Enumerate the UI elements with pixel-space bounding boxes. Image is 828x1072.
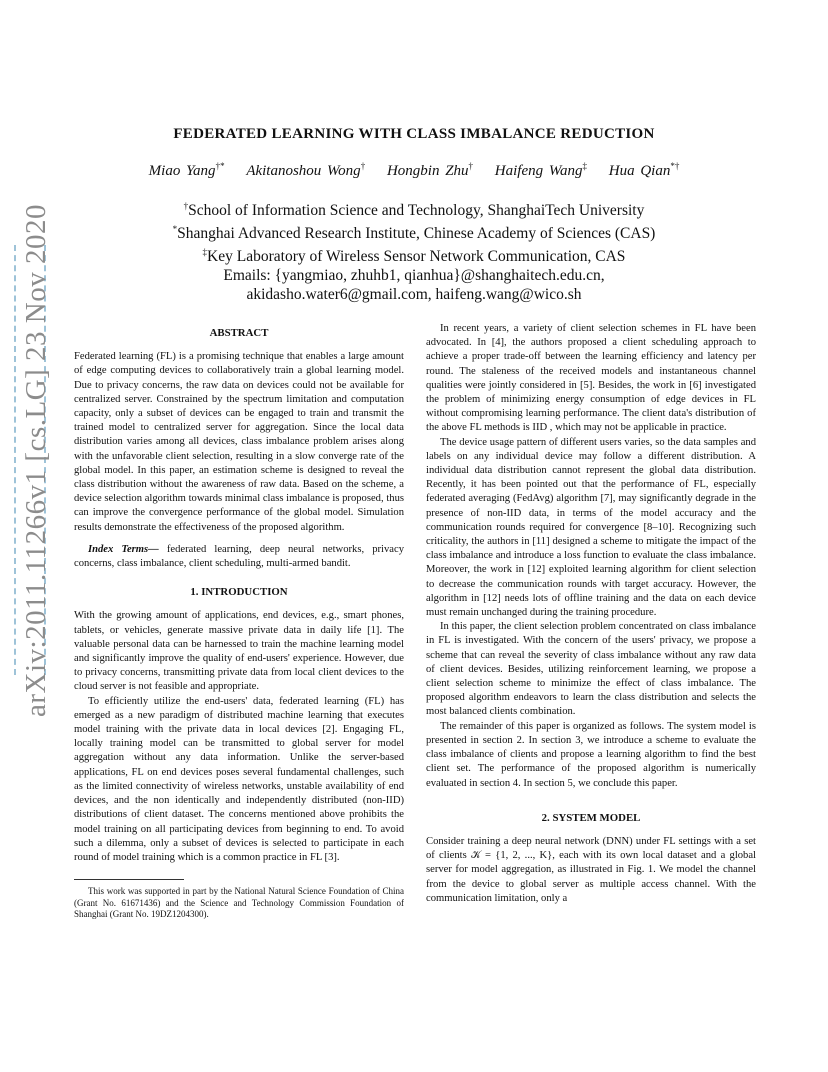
section-heading-introduction: 1. INTRODUCTION (190, 586, 288, 599)
author: Akitanoshou Wong† (246, 161, 366, 179)
index-terms: Index Terms— federated learning, deep neural networks, privacy concerns, class imbalance, client scheduling, multi-armed bandit. (74, 543, 404, 570)
emails-line: akidasho.water6@gmail.com, haifeng.wang@wico.sh (246, 286, 582, 304)
author: Miao Yang†* (148, 161, 225, 179)
intro-paragraph: To efficiently utilize the end-users' data, federated learning (FL) has emerged as a new paradigm of distributed machine learning that executes model training with the private data in local devices [2]. Engaging FL, locally training model can be transmitted to global server for model aggregation without any data information. Unlike the server-based applications, FL on end devices poses several fundamental challenges, such as the limited connectivity of wireless networks, unstable availability of end devices, and the non identically and independently distributed (non-IID) distributions of client dataset. The concerns mentioned above prohibits the model training on all participating devices from beginning to end. To avoid such a dilemma, only a subset of devices is selected to participate in each round of model training which is a common practice in FL [3]. (74, 695, 404, 863)
right-column (426, 322, 756, 906)
intro-paragraph: The device usage pattern of different users varies, so the data samples and labels on any individual device may follow a different distribution. A individual data distribution cannot represent the global data distribution. Recently, it has been pointed out that the performance of FL, especially federated averaging (FedAvg) algorithm [7], may significantly degrade in the presence of non-IID data, in terms of the model accuracy and the communication rounds required for convergence [8–10]. Recognizing such criticality, the authors in [11] designed a scheme to mitigate the impact of the class imbalance and introduce a loss function to evaluate the class imbalance. Moreover, the work in [12] exploited learning algorithm for client selection to decrease the communication rounds with target accuracy. However, the algorithm in [12] needs lots of offline training and the data on each device must remain unchanged during the training procedure. (426, 436, 756, 619)
paper-title: FEDERATED LEARNING WITH CLASS IMBALANCE REDUCTION (173, 126, 655, 142)
arxiv-stamp[interactable] (16, 203, 56, 717)
footnote-divider (74, 879, 184, 880)
left-column (74, 322, 404, 921)
section-heading-system-model: 2. SYSTEM MODEL (541, 811, 641, 824)
arxiv-stamp-text[interactable]: arXiv:2011.11266v1 [cs.LG] 23 Nov 2020 (19, 203, 52, 717)
intro-paragraph: In recent years, a variety of client selection schemes in FL have been advocated. In [4], the authors proposed a client scheduling approach to achieve a proper trade-off between the learning efficiency and latency per round. The staleness of the received models and instantaneous channel qualities were jointly considered in [5]. Besides, the work in [6] investigated the problem of minimizing energy consumption of edge devices in FL without compromising learning performance. The client data's distribution of the above FL methods is IID , which may not be applicable in practice. (426, 323, 756, 434)
system-model-paragraph: Consider training a deep neural network (DNN) under FL settings with a set of clients 𝒦 = {1, 2, ..., K}, each with its own local dataset and a global server for model aggregation, as illustrated in Fig. 1. We model the channel from the device to global server as multiple access channel. With the communication limitation, only a (426, 835, 756, 904)
author: Hongbin Zhu† (386, 161, 474, 179)
affiliations (0, 197, 828, 304)
intro-paragraph: In this paper, the client selection problem concentrated on class imbalance in FL is investigated. With the concern of the users' privacy, we propose a scheme that can reveal the severity of class imbalance without any raw data of client devices. Besides, utilizing reinforcement learning, we propose a client selection scheme to minimize the effect of class imbalance. The proposed algorithm endeavors to learn the class distribution and selects the most balanced clients combination. (426, 621, 756, 718)
intro-paragraph: With the growing amount of applications, end devices, e.g., smart phones, tablets, or vehicles, generate massive private data in daily life [1]. The valuable personal data can be harnessed to train the machine learning model and significantly improve the quality of end-users' experience. However, due to privacy concerns, transmitting private data from local client devices to the cloud server is not feasible and appropriate. (74, 610, 404, 693)
abstract-text: Federated learning (FL) is a promising technique that enables a large amount of edge computing devices to collaboratively train a global learning model. Due to privacy concerns, the raw data on devices could not be available for centralized server. Constrained by the spectrum limitation and computation capacity, only a subset of devices can be engaged to train and transmit the trained model to centralized server for aggregation. Since the local data distribution varies among all devices, class imbalance problem arises along with the unfavorable client selection, resulting in a slow converge rate of the global model. In this paper, an estimation scheme is designed to reveal the class distribution without the awareness of raw data. Based on the scheme, a device selection algorithm towards minimal class imbalance is proposed, thus can improve the convergence performance of the global model. Simulation results demonstrate the effectiveness of the proposed algorithm. (74, 351, 404, 533)
author-list (0, 161, 828, 180)
emails-line: Emails: {yangmiao, zhuhb1, qianhua}@shanghaitech.edu.cn, (223, 267, 605, 285)
author: Hua Qian*† (608, 161, 680, 179)
index-terms-label: Index Terms— (88, 543, 159, 555)
intro-paragraph: The remainder of this paper is organized as follows. The system model is presented in section 2. In section 3, we introduce a scheme to evaluate the class imbalance of clients and propose a learning algorithm to find the best client set. The performance of the proposed algorithm is numerically evaluated in section 4. In section 5, we conclude this paper. (426, 720, 756, 789)
abstract-heading: ABSTRACT (209, 327, 269, 339)
affiliation-line: ‡Key Laboratory of Wireless Sensor Network Communication, CAS (202, 247, 626, 266)
funding-footnote: This work was supported in part by the National Natural Science Foundation of China (Grant No. 61671436) and the Science and Technology Commission Foundation of Shanghai (Grant No. 19DZ1204300). (74, 886, 404, 920)
affiliation-line: †School of Information Science and Technology, ShanghaiTech University (183, 201, 645, 220)
affiliation-line: *Shanghai Advanced Research Institute, Chinese Academy of Sciences (CAS) (172, 224, 656, 243)
author: Haifeng Wang‡ (494, 161, 587, 179)
